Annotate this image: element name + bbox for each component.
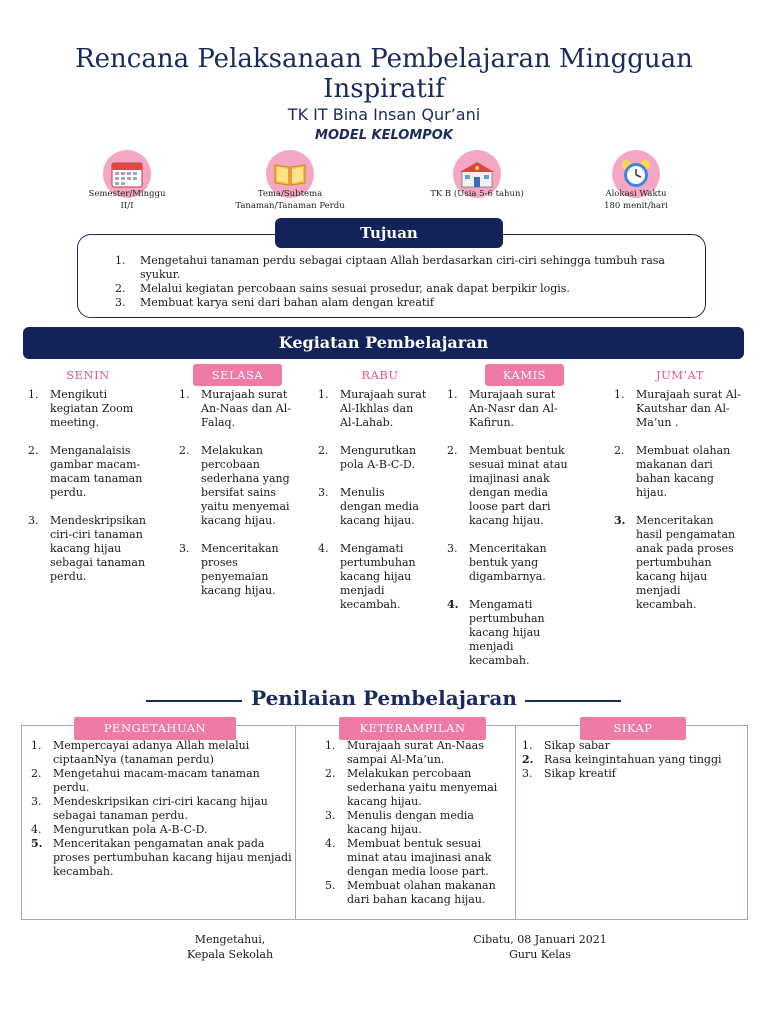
info-kelompok [402, 150, 552, 200]
list-text: Menceritakan bentuk yang digambarnya. [469, 542, 547, 583]
day-kamis: KAMIS [485, 364, 564, 386]
list-number: 1. [115, 254, 126, 267]
list-text: Melalui kegiatan percobaan sains sesuai prosedur, anak dapat berpikir logis. [140, 282, 570, 295]
list-number: 2. [115, 282, 126, 295]
list-text: Mempercayai adanya Allah melalui ciptaanNya (tanaman perdu) [53, 739, 250, 766]
pengetahuan-list [31, 739, 293, 879]
list-text: Menulis dengan media kacang hijau. [340, 486, 419, 527]
info-tema [215, 150, 365, 212]
list-text: Membuat karya seni dari bahan alam dengan kreatif [140, 296, 434, 309]
list-item [179, 542, 291, 598]
list-number: 2. [522, 753, 534, 766]
list-number: 1. [179, 388, 190, 401]
list-item [110, 254, 690, 282]
list-item [110, 282, 690, 296]
list-item [325, 767, 513, 809]
info-tema-label: Tema/Subtema [257, 189, 323, 199]
list-text: Sikap kreatif [544, 767, 616, 780]
page-title-line-1: Rencana Pelaksanaan Pembelajaran Mingguan [75, 44, 693, 74]
list-text: Mengurutkan pola A-B-C-D. [53, 823, 208, 836]
list-text: Mengikuti kegiatan Zoom meeting. [50, 388, 134, 429]
sikap-list [522, 739, 744, 781]
list-number: 1. [31, 739, 42, 752]
list-number: 1. [522, 739, 533, 752]
day-jumat: JUM’AT [655, 368, 705, 382]
list-number: 3. [447, 542, 458, 555]
info-waktu-label: Alokasi Waktu [605, 189, 667, 199]
list-item [325, 837, 513, 879]
list-item [325, 809, 513, 837]
list-text: Murajaah surat An-Naas sampai Al-Ma’un. [347, 739, 484, 766]
penilaian-sikap-heading: SIKAP [580, 717, 686, 740]
list-number: 3. [179, 542, 190, 555]
list-number: 2. [447, 444, 458, 457]
kamis-list [447, 388, 577, 682]
list-number: 4. [31, 823, 42, 836]
list-number: 1. [28, 388, 39, 401]
list-number: 3. [325, 809, 336, 822]
list-text: Mendeskripsikan ciri-ciri kacang hijau sebagai tanaman perdu. [53, 795, 268, 822]
day-selasa: SELASA [193, 364, 282, 386]
list-item [31, 795, 293, 823]
list-text: Menceritakan hasil pengamatan anak pada proses pertumbuhan kacang hijau menjadi kecambah. [636, 514, 736, 611]
day-rabu: RABU [361, 368, 399, 382]
day-senin: SENIN [66, 368, 110, 382]
list-item [179, 388, 291, 430]
list-number: 2. [614, 444, 625, 457]
list-item [31, 837, 293, 879]
list-number: 4. [318, 542, 329, 555]
list-text: Mengurutkan pola A-B-C-D. [340, 444, 417, 471]
signature-right-line1: Cibatu, 08 Januari 2021 [473, 933, 607, 946]
list-text: Mengetahui tanaman perdu sebagai ciptaan Allah berdasarkan ciri-ciri sehingga tumbuh rasa syukur. [140, 254, 665, 281]
list-number: 3. [318, 486, 329, 499]
signature-right-line2: Guru Kelas [509, 948, 571, 961]
list-item [28, 444, 152, 500]
list-number: 3. [614, 514, 626, 527]
signature-left [150, 932, 310, 962]
tujuan-list [110, 254, 690, 310]
list-item [318, 444, 428, 472]
list-text: Melakukan percobaan sederhana yang bersifat sains yaitu menyemai kacang hijau. [201, 444, 290, 527]
list-number: 3. [31, 795, 42, 808]
info-tema-value: Tanaman/Tanaman Perdu [235, 201, 345, 211]
list-item [28, 514, 152, 584]
list-number: 2. [318, 444, 329, 457]
list-text: Membuat bentuk sesuai minat atau imajinasi anak dengan media loose part dari kacang hijau. [469, 444, 568, 527]
info-waktu [561, 150, 711, 212]
list-item [318, 542, 428, 612]
signature-right [455, 932, 625, 962]
list-number: 2. [325, 767, 336, 780]
list-text: Melakukan percobaan sederhana yaitu menyemai kacang hijau. [347, 767, 498, 808]
page-title-line-2: Inspiratif [323, 74, 445, 104]
list-text: Mendeskripsikan ciri-ciri tanaman kacang hijau sebagai tanaman perdu. [50, 514, 147, 583]
list-text: Sikap sabar [544, 739, 610, 752]
info-semester-label: Semester/Minggu [88, 189, 166, 199]
list-item [522, 739, 744, 753]
list-number: 1. [614, 388, 625, 401]
info-semester [52, 150, 202, 212]
list-item [325, 739, 513, 767]
list-number: 2. [31, 767, 42, 780]
list-text: Membuat bentuk sesuai minat atau imajinasi anak dengan media loose part. [347, 837, 492, 878]
info-waktu-value: 180 menit/hari [604, 201, 668, 211]
signature-left-line1: Mengetahui, [194, 933, 266, 946]
selasa-list [179, 388, 291, 612]
list-text: Membuat olahan makanan dari bahan kacang hijau. [347, 879, 496, 906]
list-item [522, 753, 744, 767]
list-text: Murajaah surat Al-Ikhlas dan Al-Lahab. [340, 388, 427, 429]
list-number: 1. [318, 388, 329, 401]
column-divider [515, 725, 516, 920]
senin-list [28, 388, 152, 598]
jumat-list [614, 388, 742, 626]
list-number: 3. [522, 767, 533, 780]
info-kelompok-label: TK B (Usia 5-6 tahun) [430, 189, 524, 199]
list-item [614, 388, 742, 430]
penilaian-heading: Penilaian Pembelajaran [251, 686, 517, 710]
list-item [447, 388, 577, 430]
list-text: Menceritakan proses penyemaian kacang hijau. [201, 542, 279, 597]
list-text: Membuat olahan makanan dari bahan kacang hijau. [636, 444, 731, 499]
list-text: Menceritakan pengamatan anak pada proses pertumbuhan kacang hijau menjadi kecambah. [53, 837, 292, 878]
tujuan-heading: Tujuan [275, 218, 503, 248]
list-number: 2. [28, 444, 39, 457]
penilaian-pengetahuan-heading: PENGETAHUAN [74, 717, 236, 740]
info-semester-value: II/I [120, 201, 134, 211]
list-text: Menganalaisis gambar macam-macam tanaman perdu. [50, 444, 143, 499]
model-label: MODEL KELOMPOK [315, 128, 453, 143]
penilaian-keterampilan-heading: KETERAMPILAN [339, 717, 486, 740]
list-item [614, 444, 742, 500]
list-number: 2. [179, 444, 190, 457]
list-item [110, 296, 690, 310]
rabu-list [318, 388, 428, 626]
list-number: 5. [31, 837, 43, 850]
list-text: Menulis dengan media kacang hijau. [347, 809, 474, 836]
list-text: Murajaah surat Al-Kautshar dan Al-Ma’un . [636, 388, 741, 429]
list-number: 4. [325, 837, 336, 850]
list-text: Murajaah surat An-Naas dan Al-Falaq. [201, 388, 291, 429]
list-text: Rasa keingintahuan yang tinggi [544, 753, 722, 766]
list-number: 3. [28, 514, 39, 527]
list-number: 5. [325, 879, 336, 892]
list-number: 1. [447, 388, 458, 401]
list-item [325, 879, 513, 907]
keterampilan-list [325, 739, 513, 907]
list-number: 1. [325, 739, 336, 752]
list-item [447, 598, 577, 668]
kegiatan-heading: Kegiatan Pembelajaran [23, 327, 744, 359]
list-item [522, 767, 744, 781]
list-item [179, 444, 291, 528]
signature-left-line2: Kepala Sekolah [186, 948, 274, 961]
list-number: 3. [115, 296, 126, 309]
list-item [318, 486, 428, 528]
list-item [28, 388, 152, 430]
list-text: Murajaah surat An-Nasr dan Al-Kafirun. [469, 388, 558, 429]
list-text: Mengamati pertumbuhan kacang hijau menjadi kecambah. [469, 598, 545, 667]
list-item [447, 542, 577, 584]
list-item [447, 444, 577, 528]
list-text: Mengetahui macam-macam tanaman perdu. [53, 767, 260, 794]
list-item [31, 823, 293, 837]
list-item [318, 388, 428, 430]
list-number: 4. [447, 598, 459, 611]
list-item [31, 767, 293, 795]
school-name: TK IT Bina Insan Qur’ani [287, 105, 481, 124]
column-divider [295, 725, 296, 920]
list-text: Mengamati pertumbuhan kacang hijau menjadi kecambah. [340, 542, 416, 611]
list-item [614, 514, 742, 612]
list-item [31, 739, 293, 767]
